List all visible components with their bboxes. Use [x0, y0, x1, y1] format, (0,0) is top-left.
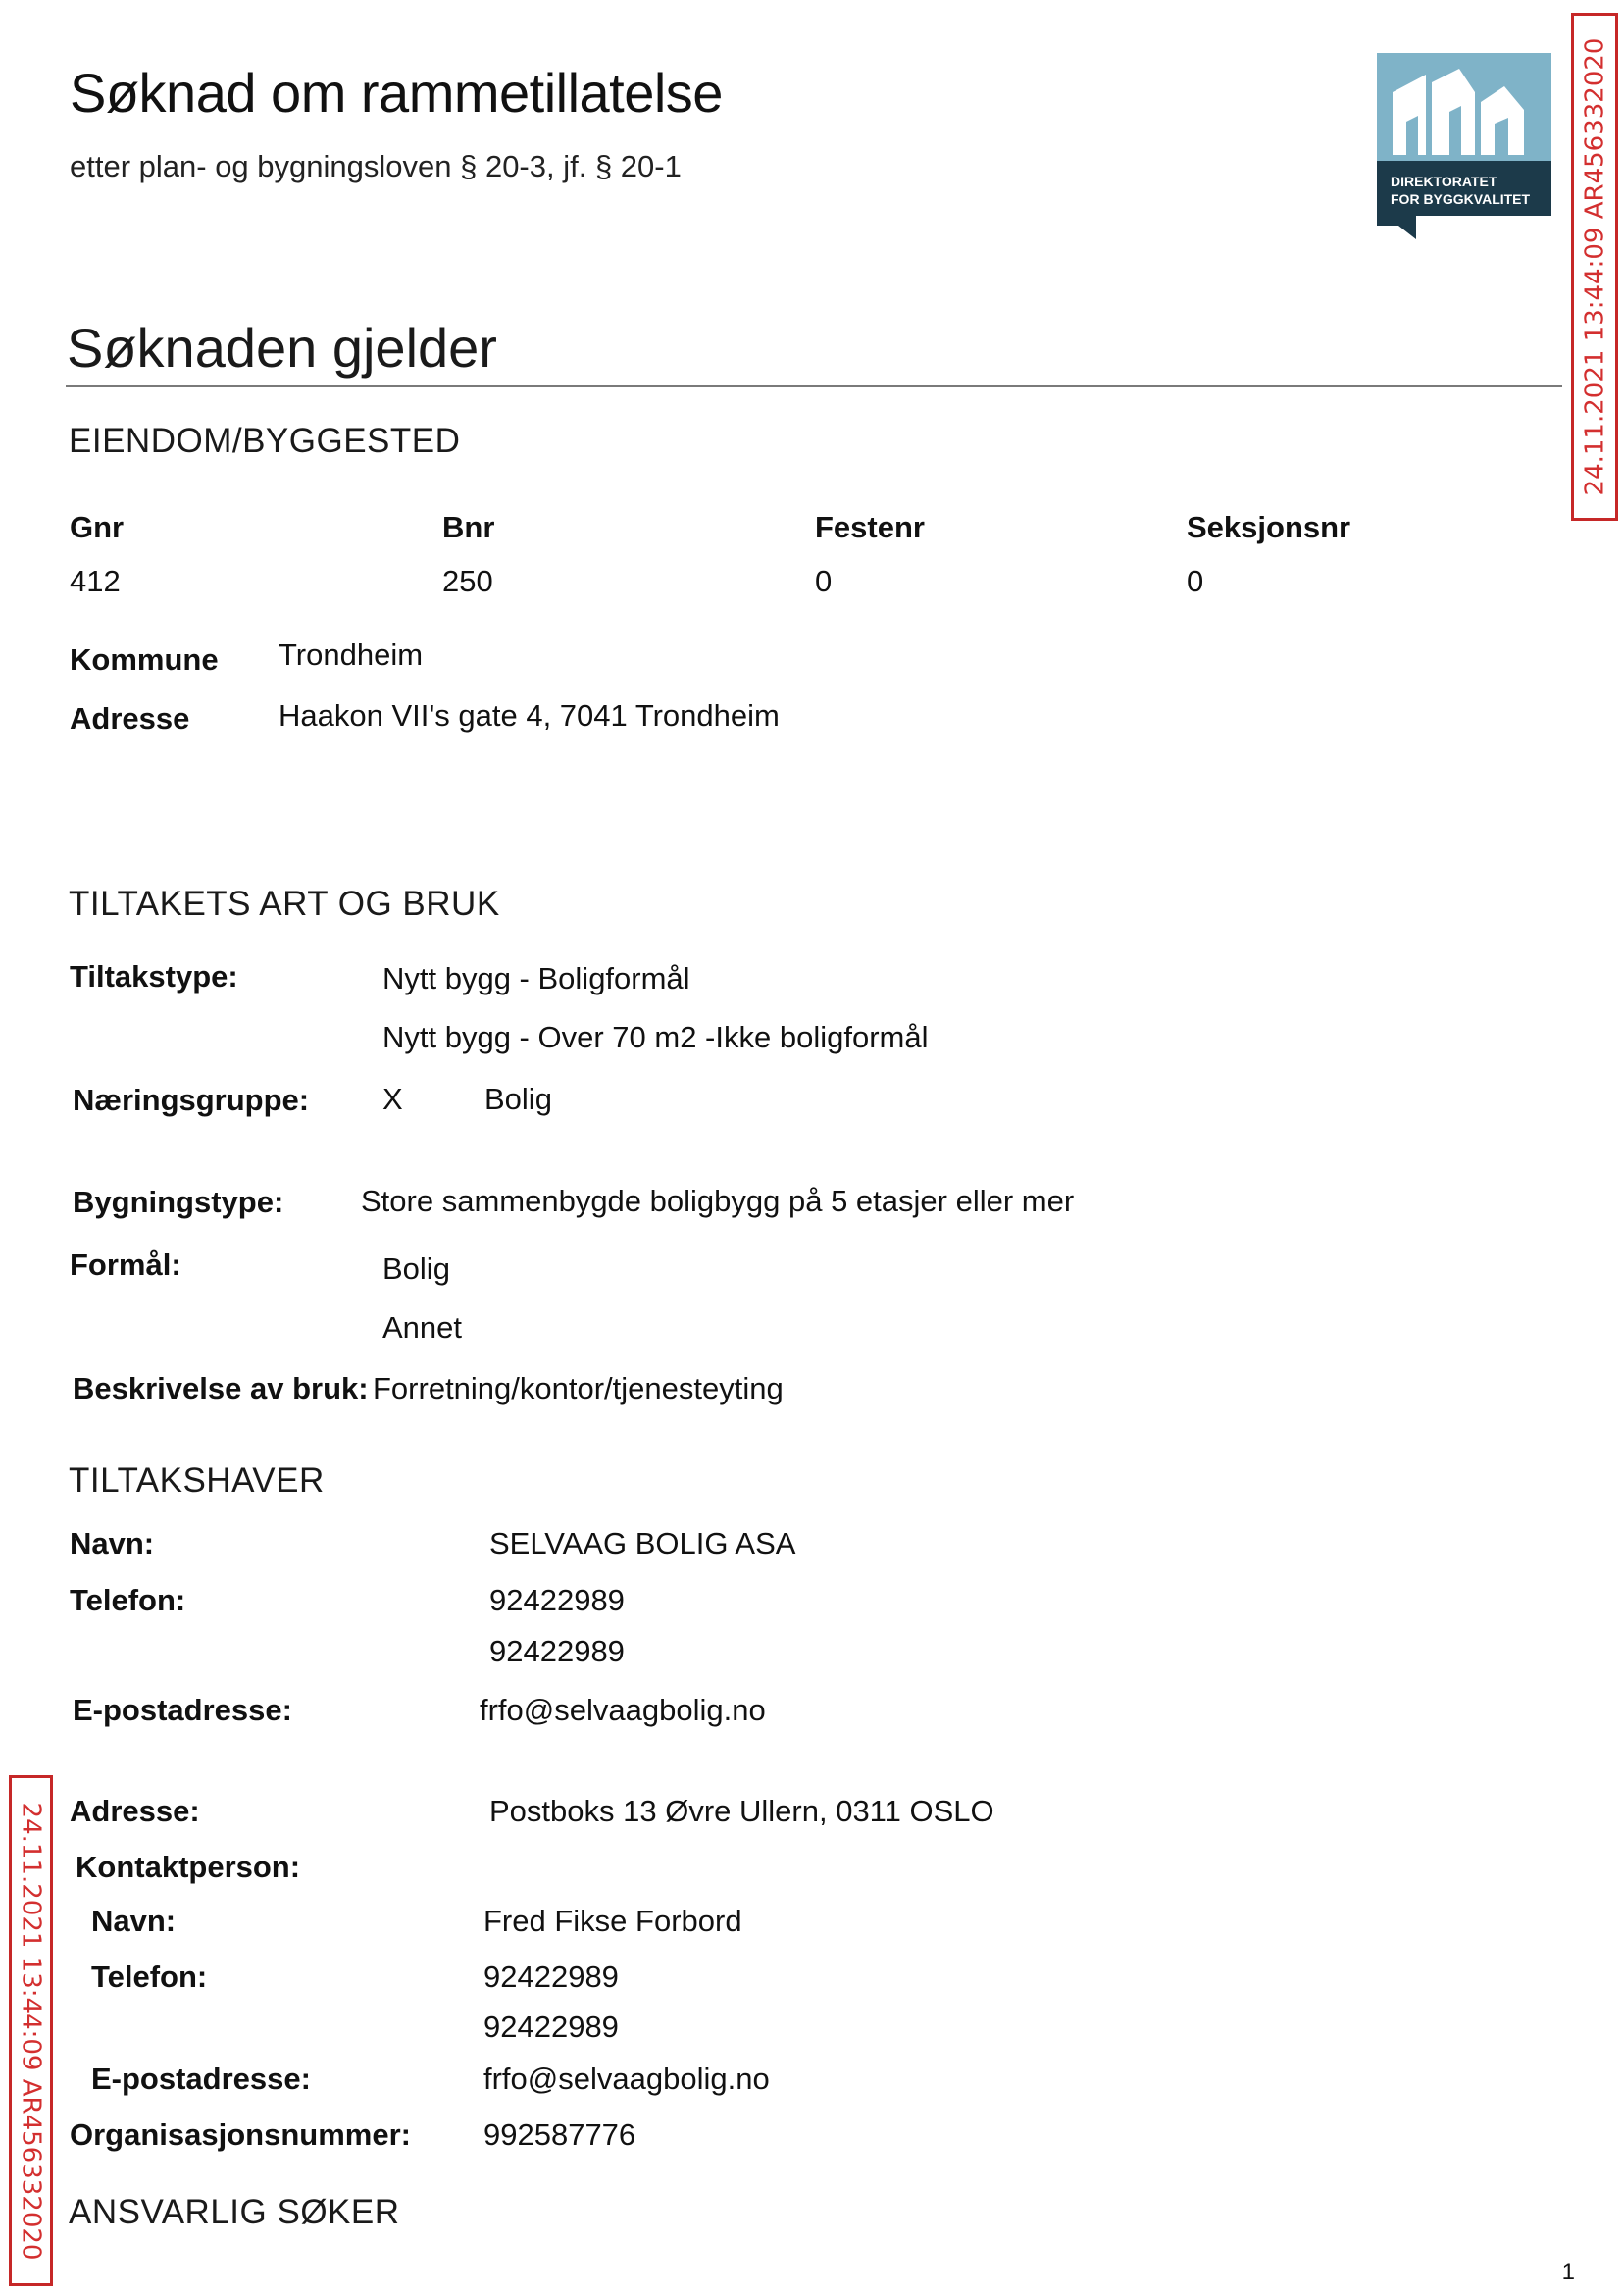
document-subtitle: etter plan- og bygningsloven § 20-3, jf. § 20-1 — [70, 149, 682, 183]
naeringsgruppe-code: X — [382, 1082, 403, 1116]
tiltakstype-value-2: Nytt bygg - Over 70 m2 -Ikke boligformål — [382, 1020, 929, 1054]
receipt-stamp-text: 24.11.2021 13:44:09 AR456332020 — [16, 1802, 46, 2260]
page-number: 1 — [1561, 2259, 1575, 2285]
kontaktperson-label: Kontaktperson: — [76, 1850, 301, 1884]
formal-label: Formål: — [70, 1248, 181, 1282]
naeringsgruppe-label: Næringsgruppe: — [73, 1083, 310, 1117]
kontaktperson-epost-value: frfo@selvaagbolig.no — [483, 2062, 770, 2096]
festenr-label: Festenr — [815, 510, 925, 544]
tiltakstype-label: Tiltakstype: — [70, 959, 238, 994]
dibk-logo — [1377, 53, 1551, 239]
ansvarlig-soker-heading: ANSVARLIG SØKER — [69, 2193, 400, 2231]
orgnr-label: Organisasjonsnummer: — [70, 2117, 411, 2152]
receipt-stamp-left — [9, 1775, 53, 2286]
tiltak-heading: TILTAKETS ART OG BRUK — [69, 885, 500, 923]
bygningstype-label: Bygningstype: — [73, 1185, 284, 1219]
tiltakshaver-epost-label: E-postadresse: — [73, 1693, 292, 1727]
festenr-value: 0 — [815, 564, 833, 598]
document-title: Søknad om rammetillatelse — [70, 62, 723, 124]
kontaktperson-telefon-value-2: 92422989 — [483, 2010, 619, 2044]
adresse-label: Adresse — [70, 701, 190, 736]
tiltakshaver-heading: TILTAKSHAVER — [69, 1461, 325, 1500]
bnr-label: Bnr — [442, 510, 495, 544]
orgnr-value: 992587776 — [483, 2117, 636, 2152]
bygningstype-value: Store sammenbygde boligbygg på 5 etasjer eller mer — [361, 1184, 1075, 1218]
beskrivelse-label: Beskrivelse av bruk: — [73, 1371, 369, 1405]
tiltakshaver-navn-value: SELVAAG BOLIG ASA — [489, 1526, 796, 1560]
adresse-value: Haakon VII's gate 4, 7041 Trondheim — [279, 698, 780, 733]
kontaktperson-epost-label: E-postadresse: — [91, 2062, 311, 2096]
kontaktperson-telefon-value-1: 92422989 — [483, 1960, 619, 1994]
tiltakshaver-telefon-value-1: 92422989 — [489, 1583, 625, 1617]
naeringsgruppe-value: Bolig — [484, 1082, 552, 1116]
kommune-label: Kommune — [70, 642, 219, 677]
formal-value-1: Bolig — [382, 1251, 450, 1286]
eiendom-heading: EIENDOM/BYGGESTED — [69, 422, 461, 460]
kontaktperson-navn-label: Navn: — [91, 1904, 177, 1938]
gnr-label: Gnr — [70, 510, 125, 544]
kontaktperson-navn-value: Fred Fikse Forbord — [483, 1904, 742, 1938]
tiltakshaver-adresse-label: Adresse: — [70, 1794, 200, 1828]
kommune-value: Trondheim — [279, 637, 424, 672]
section-divider — [66, 385, 1562, 387]
tiltakshaver-navn-label: Navn: — [70, 1526, 155, 1560]
section-heading: Søknaden gjelder — [67, 317, 497, 379]
tiltakshaver-adresse-value: Postboks 13 Øvre Ullern, 0311 OSLO — [489, 1794, 994, 1828]
tiltakshaver-epost-value: frfo@selvaagbolig.no — [480, 1693, 766, 1727]
beskrivelse-value: Forretning/kontor/tjenesteyting — [373, 1371, 784, 1405]
logo-text-line1: DIREKTORATET — [1391, 174, 1497, 189]
receipt-stamp-text: 24.11.2021 13:44:09 AR456332020 — [1580, 37, 1609, 496]
gnr-value: 412 — [70, 564, 121, 598]
logo-text-line2: FOR BYGGKVALITET — [1391, 191, 1531, 207]
seksjonsnr-value: 0 — [1187, 564, 1204, 598]
formal-value-2: Annet — [382, 1310, 463, 1345]
receipt-stamp-top — [1571, 13, 1618, 521]
seksjonsnr-label: Seksjonsnr — [1187, 510, 1351, 544]
bnr-value: 250 — [442, 564, 493, 598]
tiltakstype-value-1: Nytt bygg - Boligformål — [382, 961, 690, 995]
kontaktperson-telefon-label: Telefon: — [91, 1960, 208, 1994]
tiltakshaver-telefon-value-2: 92422989 — [489, 1634, 625, 1668]
tiltakshaver-telefon-label: Telefon: — [70, 1583, 186, 1617]
